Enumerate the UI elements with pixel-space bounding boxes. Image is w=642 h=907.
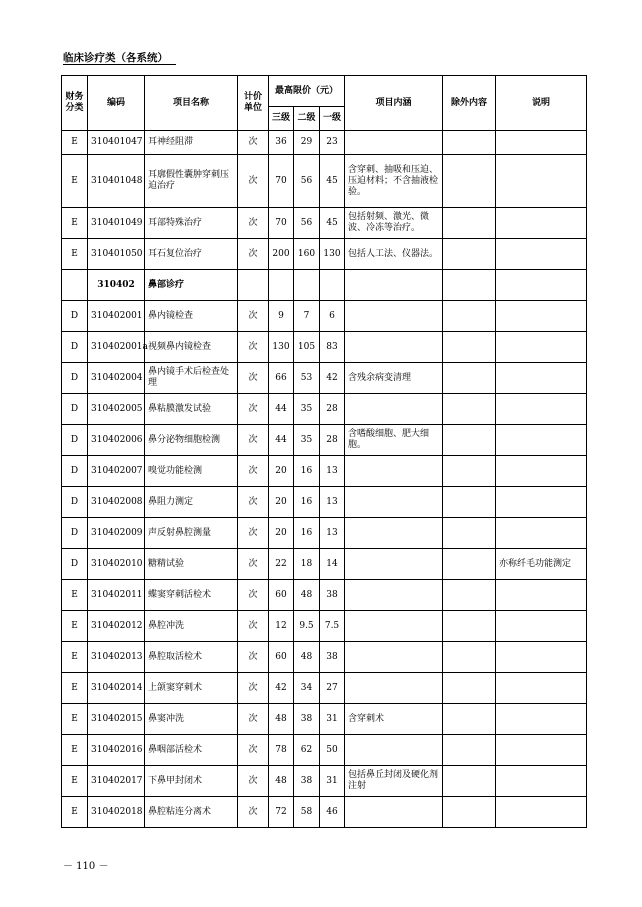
row-name: 上颌窦穿刺术 [145,673,238,704]
row-unit: 次 [238,155,269,208]
row-code: 310402006 [88,425,145,456]
row-price-grade2: 38 [294,766,320,797]
row-code: 310402012 [88,611,145,642]
row-name: 视频鼻内镜检查 [145,332,238,363]
row-code: 310402011 [88,580,145,611]
row-notes: 亦称纤毛功能测定 [496,549,587,580]
table-row [62,704,587,735]
row-notes [496,131,587,155]
row-category: E [62,208,88,239]
row-notes [496,155,587,208]
row-content: 包括人工法、仪器法。 [345,239,443,270]
row-notes [496,208,587,239]
row-category: E [62,673,88,704]
row-exclusions [443,363,496,394]
table-row [62,394,587,425]
row-content [345,394,443,425]
row-content [345,270,443,301]
row-notes [496,487,587,518]
row-price-grade1: 28 [320,394,345,425]
row-exclusions [443,208,496,239]
row-exclusions [443,332,496,363]
row-notes [496,642,587,673]
row-name: 鼻粘膜激发试验 [145,394,238,425]
row-content: 含残余病变清理 [345,363,443,394]
row-category: E [62,239,88,270]
row-code: 310402007 [88,456,145,487]
row-notes [496,363,587,394]
row-exclusions [443,456,496,487]
row-notes [496,456,587,487]
row-category: E [62,611,88,642]
row-price-grade3: 60 [269,642,294,673]
row-name: 耳神经阻滞 [145,131,238,155]
row-content [345,673,443,704]
col-header-grade2: 二级 [294,107,320,131]
col-header-name: 项目名称 [145,76,238,131]
row-name: 鼻部诊疗 [145,270,238,301]
table-row [62,735,587,766]
row-price-grade1: 13 [320,487,345,518]
row-unit: 次 [238,766,269,797]
row-name: 鼻内镜检查 [145,301,238,332]
row-price-grade2: 16 [294,456,320,487]
row-exclusions [443,735,496,766]
row-price-grade3: 70 [269,208,294,239]
row-exclusions [443,642,496,673]
row-unit: 次 [238,549,269,580]
row-category: E [62,642,88,673]
row-price-grade3 [269,270,294,301]
row-code: 310402013 [88,642,145,673]
row-price-grade3: 72 [269,797,294,828]
row-exclusions [443,131,496,155]
row-code: 310402016 [88,735,145,766]
row-category: D [62,301,88,332]
table-row [62,363,587,394]
row-content [345,611,443,642]
row-content: 含嗜酸细胞、肥大细胞。 [345,425,443,456]
row-price-grade2: 38 [294,704,320,735]
row-code: 310401050 [88,239,145,270]
row-category: D [62,549,88,580]
row-price-grade3: 9 [269,301,294,332]
table-row [62,131,587,155]
row-name: 鼻咽部活检术 [145,735,238,766]
row-code: 310402015 [88,704,145,735]
row-category: E [62,704,88,735]
row-content [345,580,443,611]
row-notes [496,394,587,425]
row-price-grade2: 53 [294,363,320,394]
row-price-grade1: 7.5 [320,611,345,642]
row-price-grade2: 9.5 [294,611,320,642]
table-row [62,673,587,704]
table-body [62,131,587,828]
row-unit: 次 [238,301,269,332]
row-category: D [62,518,88,549]
row-unit: 次 [238,239,269,270]
row-price-grade1: 38 [320,580,345,611]
row-price-grade2: 34 [294,673,320,704]
row-content: 包括射频、激光、微波、冷冻等治疗。 [345,208,443,239]
row-unit: 次 [238,704,269,735]
price-table [61,75,587,828]
row-price-grade1: 6 [320,301,345,332]
row-notes [496,332,587,363]
row-unit: 次 [238,580,269,611]
row-name: 下鼻甲封闭术 [145,766,238,797]
row-code: 310402 [88,270,145,301]
page-number: － 110 － [63,861,109,872]
row-price-grade2: 48 [294,580,320,611]
row-price-grade1: 27 [320,673,345,704]
row-price-grade3: 44 [269,425,294,456]
row-price-grade1: 31 [320,766,345,797]
page-header-title: 临床诊疗类（各系统） [63,52,168,64]
row-name: 鼻内镜手术后检查处理 [145,363,238,394]
row-content [345,549,443,580]
row-price-grade2: 62 [294,735,320,766]
row-price-grade2: 56 [294,208,320,239]
row-notes [496,580,587,611]
row-code: 310401047 [88,131,145,155]
table-row [62,487,587,518]
row-notes [496,425,587,456]
row-price-grade2: 58 [294,797,320,828]
row-code: 310401049 [88,208,145,239]
row-price-grade1: 38 [320,642,345,673]
row-exclusions [443,425,496,456]
row-category: E [62,797,88,828]
row-exclusions [443,239,496,270]
row-content [345,301,443,332]
row-unit: 次 [238,456,269,487]
row-category: E [62,735,88,766]
row-exclusions [443,797,496,828]
row-content [345,487,443,518]
row-content [345,456,443,487]
table-row [62,549,587,580]
row-exclusions [443,549,496,580]
row-price-grade3: 20 [269,487,294,518]
row-price-grade3: 60 [269,580,294,611]
row-unit: 次 [238,735,269,766]
row-unit: 次 [238,394,269,425]
row-name: 鼻腔粘连分离术 [145,797,238,828]
row-code: 310401048 [88,155,145,208]
row-price-grade1: 50 [320,735,345,766]
row-notes [496,797,587,828]
row-price-grade3: 12 [269,611,294,642]
table-row [62,580,587,611]
row-name: 鼻腔冲洗 [145,611,238,642]
col-header-exclusions: 除外内容 [443,76,496,131]
table-row [62,456,587,487]
row-content [345,131,443,155]
row-name: 鼻分泌物细胞检测 [145,425,238,456]
row-price-grade2: 29 [294,131,320,155]
table-row [62,155,587,208]
row-name: 鼻窦冲洗 [145,704,238,735]
row-unit: 次 [238,208,269,239]
table-row [62,332,587,363]
col-header-code: 编码 [88,76,145,131]
row-price-grade3: 48 [269,704,294,735]
row-name: 耳石复位治疗 [145,239,238,270]
row-price-grade2: 35 [294,425,320,456]
row-exclusions [443,487,496,518]
row-exclusions [443,580,496,611]
col-header-category: 财务分类 [62,76,88,131]
row-price-grade1: 46 [320,797,345,828]
row-price-grade3: 20 [269,456,294,487]
row-unit: 次 [238,131,269,155]
row-price-grade1: 42 [320,363,345,394]
row-content: 含穿刺术 [345,704,443,735]
row-price-grade1 [320,270,345,301]
row-notes [496,270,587,301]
col-header-max-price: 最高限价（元） [269,76,345,107]
row-exclusions [443,611,496,642]
col-header-grade1: 一级 [320,107,345,131]
row-name: 鼻腔取活检术 [145,642,238,673]
row-price-grade2: 18 [294,549,320,580]
row-name: 耳部特殊治疗 [145,208,238,239]
col-header-content: 项目内涵 [345,76,443,131]
row-price-grade1: 45 [320,155,345,208]
row-price-grade3: 70 [269,155,294,208]
table-row [62,239,587,270]
table-row [62,797,587,828]
row-category: D [62,363,88,394]
row-price-grade1: 23 [320,131,345,155]
row-price-grade3: 66 [269,363,294,394]
row-category: D [62,456,88,487]
row-price-grade2: 48 [294,642,320,673]
row-code: 310402001a [88,332,145,363]
row-notes [496,735,587,766]
row-unit: 次 [238,611,269,642]
row-name: 蝶窦穿刺活检术 [145,580,238,611]
row-category: D [62,332,88,363]
row-name: 嗅觉功能检测 [145,456,238,487]
col-header-grade3: 三级 [269,107,294,131]
row-price-grade1: 130 [320,239,345,270]
table-row [62,518,587,549]
row-price-grade2: 160 [294,239,320,270]
row-price-grade1: 14 [320,549,345,580]
row-unit: 次 [238,642,269,673]
row-price-grade3: 200 [269,239,294,270]
row-unit: 次 [238,518,269,549]
row-content [345,735,443,766]
row-category: E [62,155,88,208]
row-exclusions [443,766,496,797]
row-price-grade1: 13 [320,456,345,487]
row-exclusions [443,155,496,208]
row-category [62,270,88,301]
row-notes [496,704,587,735]
row-price-grade3: 130 [269,332,294,363]
col-header-notes: 说明 [496,76,587,131]
table-row [62,208,587,239]
row-notes [496,766,587,797]
row-price-grade2: 7 [294,301,320,332]
row-category: E [62,131,88,155]
row-content [345,332,443,363]
row-price-grade3: 22 [269,549,294,580]
row-content [345,642,443,673]
row-unit [238,270,269,301]
row-unit: 次 [238,363,269,394]
row-price-grade1: 13 [320,518,345,549]
row-price-grade3: 78 [269,735,294,766]
row-code: 310402010 [88,549,145,580]
row-category: E [62,766,88,797]
table-row [62,766,587,797]
row-price-grade2: 56 [294,155,320,208]
section-row [62,270,587,301]
row-price-grade2 [294,270,320,301]
row-notes [496,673,587,704]
row-price-grade3: 20 [269,518,294,549]
row-price-grade2: 16 [294,518,320,549]
row-price-grade2: 35 [294,394,320,425]
row-price-grade3: 44 [269,394,294,425]
col-header-unit: 计价单位 [238,76,269,131]
table-row [62,642,587,673]
row-exclusions [443,301,496,332]
row-price-grade1: 45 [320,208,345,239]
row-exclusions [443,673,496,704]
row-code: 310402005 [88,394,145,425]
row-price-grade3: 36 [269,131,294,155]
row-category: E [62,580,88,611]
row-code: 310402017 [88,766,145,797]
row-exclusions [443,704,496,735]
row-unit: 次 [238,332,269,363]
row-price-grade2: 105 [294,332,320,363]
row-code: 310402014 [88,673,145,704]
row-name: 糖精试验 [145,549,238,580]
row-category: D [62,425,88,456]
row-name: 耳廓假性囊肿穿刺压迫治疗 [145,155,238,208]
row-price-grade1: 31 [320,704,345,735]
row-content: 含穿刺、抽吸和压迫、压迫材料；不含抽液检验。 [345,155,443,208]
row-price-grade1: 83 [320,332,345,363]
row-code: 310402009 [88,518,145,549]
row-code: 310402008 [88,487,145,518]
row-price-grade1: 28 [320,425,345,456]
row-name: 声反射鼻腔测量 [145,518,238,549]
row-content [345,797,443,828]
row-name: 鼻阻力测定 [145,487,238,518]
row-notes [496,611,587,642]
row-exclusions [443,518,496,549]
table-row [62,301,587,332]
row-price-grade3: 42 [269,673,294,704]
table-row [62,425,587,456]
row-price-grade2: 16 [294,487,320,518]
header-underline [63,64,176,65]
row-content: 包括鼻丘封闭及硬化剂注射 [345,766,443,797]
row-unit: 次 [238,673,269,704]
row-category: D [62,487,88,518]
row-exclusions [443,394,496,425]
row-content [345,518,443,549]
row-unit: 次 [238,797,269,828]
table-row [62,611,587,642]
row-exclusions [443,270,496,301]
row-unit: 次 [238,487,269,518]
row-price-grade3: 48 [269,766,294,797]
row-notes [496,518,587,549]
row-code: 310402018 [88,797,145,828]
row-code: 310402001 [88,301,145,332]
row-notes [496,239,587,270]
row-category: D [62,394,88,425]
row-unit: 次 [238,425,269,456]
row-notes [496,301,587,332]
row-code: 310402004 [88,363,145,394]
